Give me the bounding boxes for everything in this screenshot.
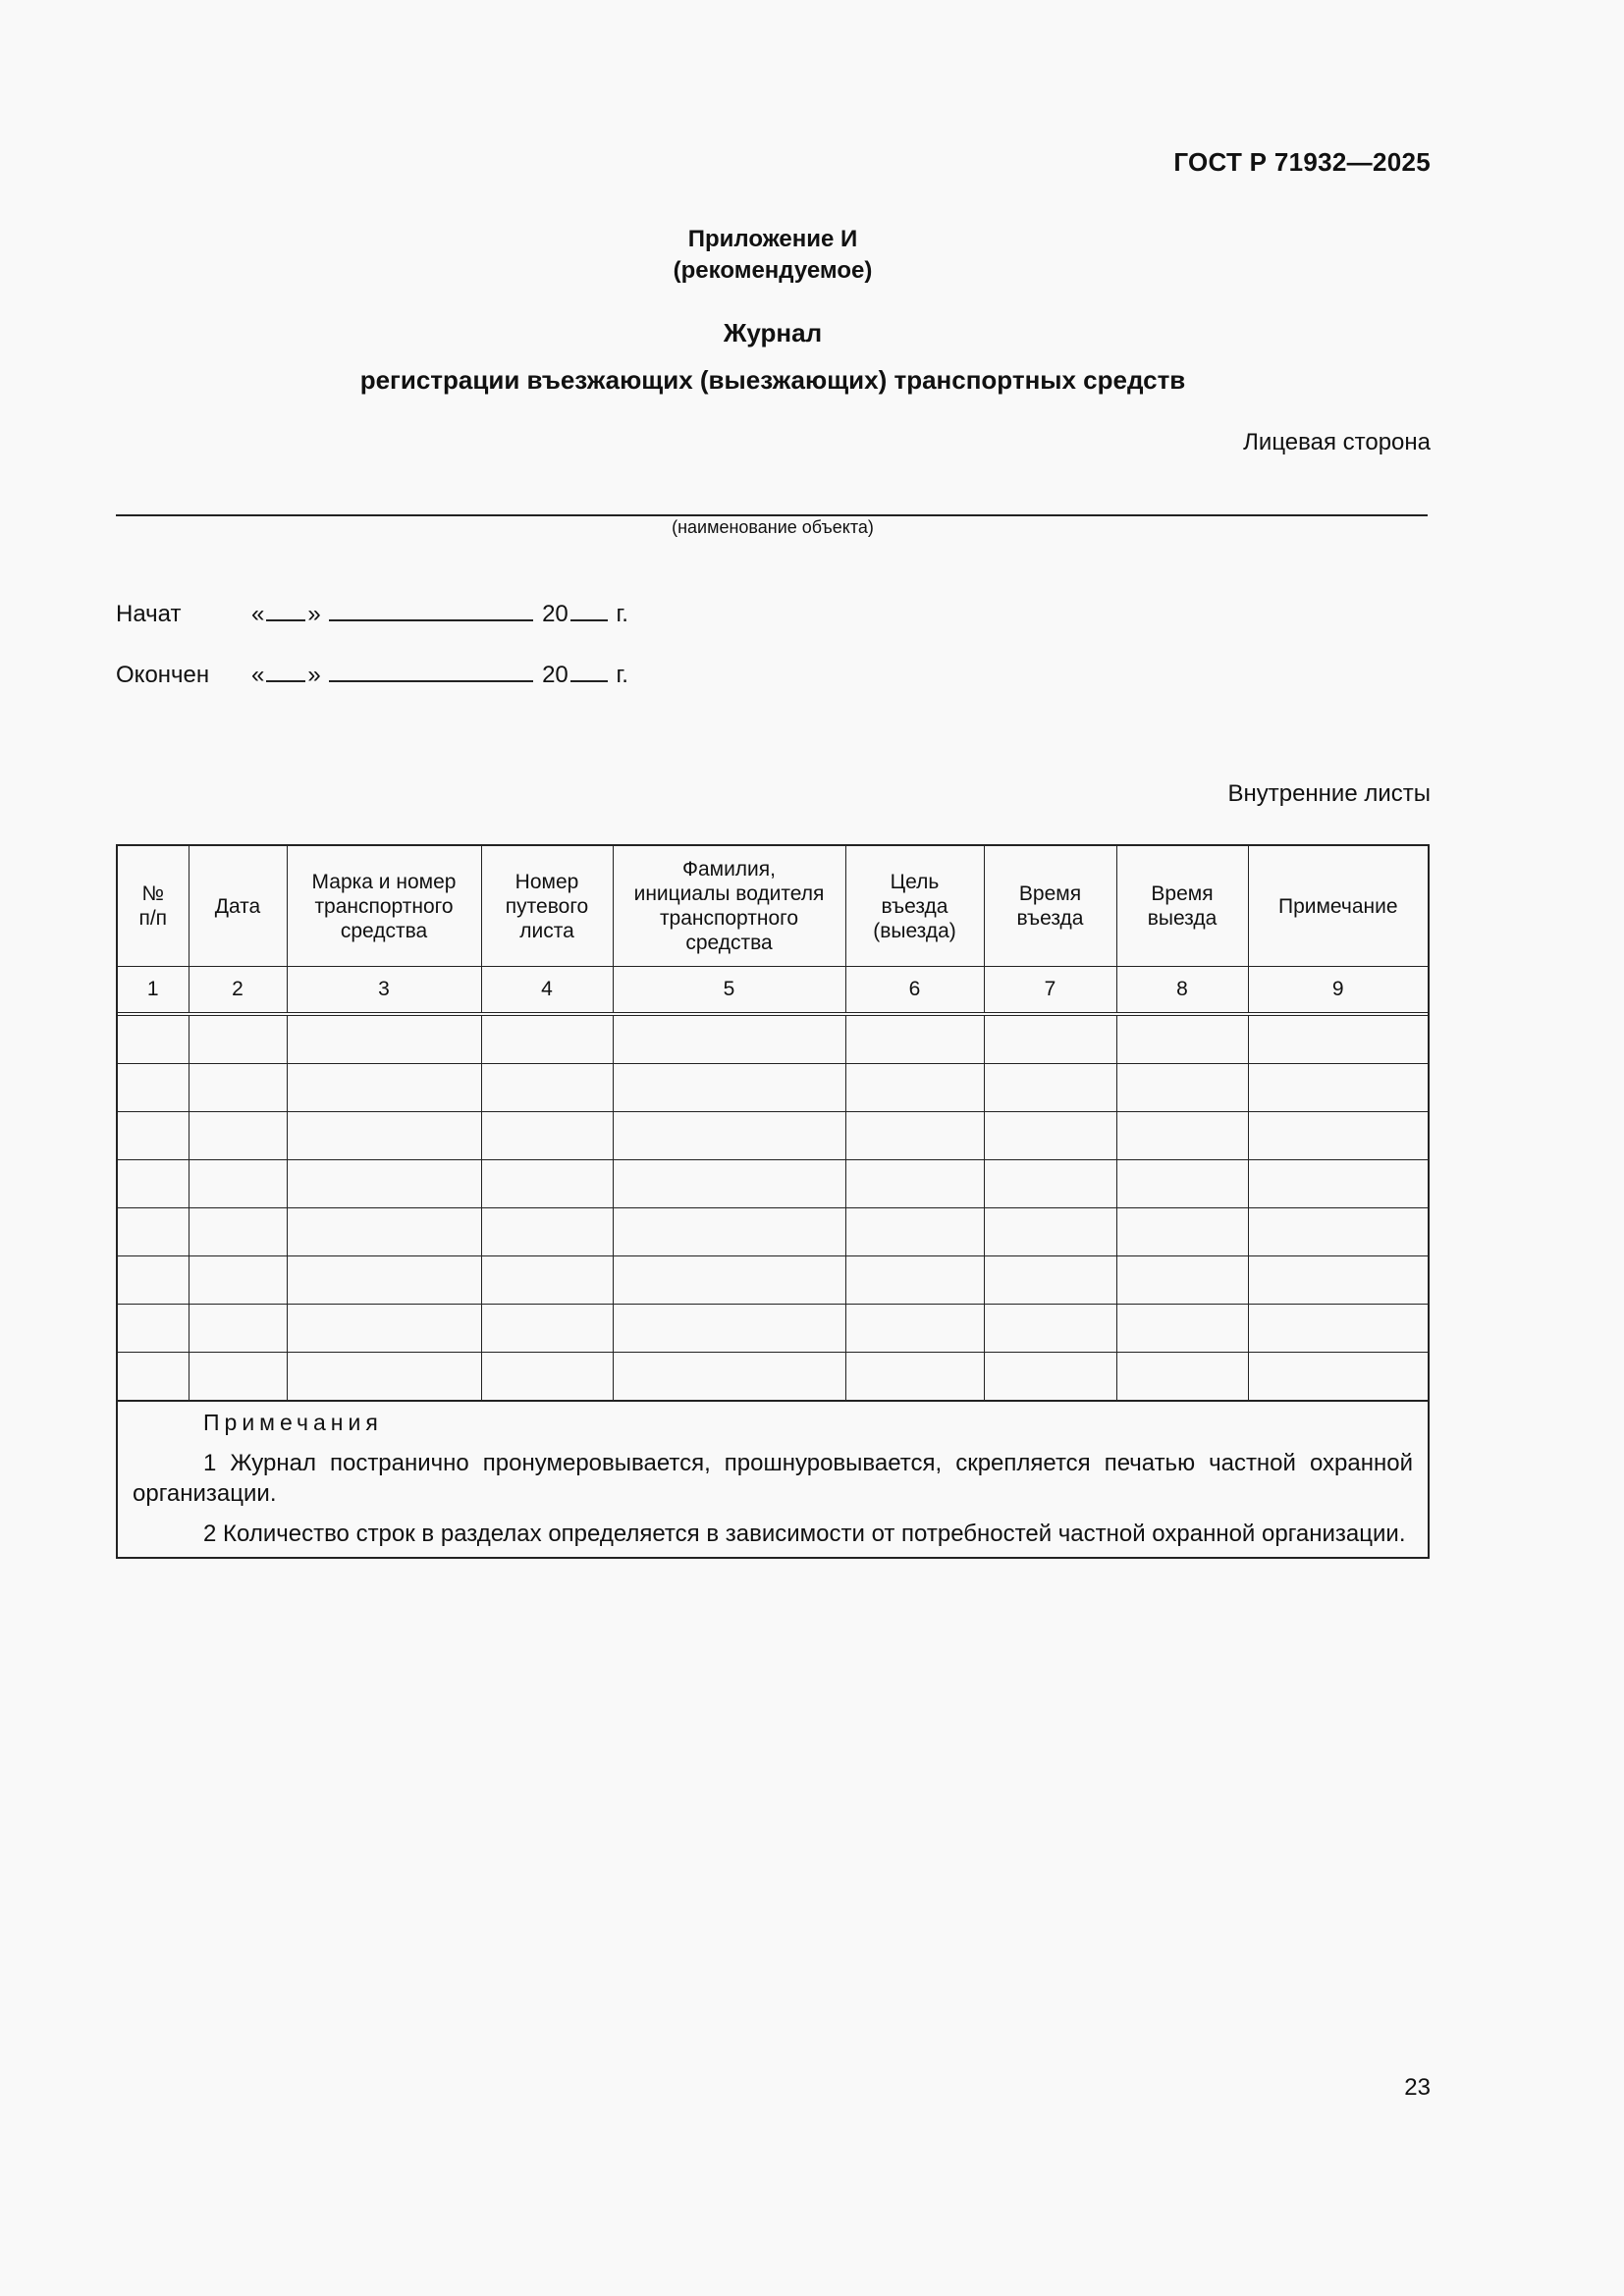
table-cell [1248, 1112, 1428, 1160]
table-cell [845, 1208, 984, 1256]
table-cell [118, 1305, 189, 1353]
table-cell [1248, 1208, 1428, 1256]
year-blank [570, 661, 608, 682]
table-cell [845, 1014, 984, 1064]
table-cell [1116, 1014, 1248, 1064]
header-row [118, 846, 1428, 967]
started-date-row [116, 600, 628, 628]
year-blank [570, 600, 608, 621]
table-cell [1248, 1305, 1428, 1353]
close-quote: » [307, 601, 321, 627]
open-quote: « [251, 662, 265, 688]
table-row [118, 1160, 1428, 1208]
column-number-cell: 8 [1116, 967, 1248, 1015]
column-number-cell: 6 [845, 967, 984, 1015]
note-item: 1 Журнал постранично пронумеровывается, прошнуровывается, скрепляется печатью частной охранной организации. [133, 1450, 1413, 1507]
table-cell [481, 1160, 613, 1208]
annex-label: Приложение И [687, 226, 858, 252]
table-cell [189, 1256, 287, 1305]
table-cell [845, 1112, 984, 1160]
notes-section [118, 1401, 1428, 1557]
table-cell [287, 1256, 481, 1305]
column-number-cell: 7 [984, 967, 1116, 1015]
notes-heading: Примечания [203, 1410, 383, 1435]
table-cell [189, 1353, 287, 1401]
ended-label: Окончен [116, 662, 210, 688]
table-cell [613, 1256, 845, 1305]
table-cell [118, 1014, 189, 1064]
table-cell [481, 1305, 613, 1353]
table-cell [481, 1353, 613, 1401]
column-number-cell: 4 [481, 967, 613, 1015]
header-cell-entry-time: Время въезда [984, 846, 1116, 967]
table-cell [613, 1014, 845, 1064]
table-cell [287, 1305, 481, 1353]
table-cell [984, 1014, 1116, 1064]
table-row [118, 1112, 1428, 1160]
inner-sheets-label: Внутренние листы [1227, 780, 1431, 807]
table-cell [481, 1256, 613, 1305]
table-cell [613, 1064, 845, 1112]
table-cell [481, 1014, 613, 1064]
table-cell [189, 1064, 287, 1112]
column-number-cell: 3 [287, 967, 481, 1015]
table-cell [613, 1208, 845, 1256]
table-cell [118, 1160, 189, 1208]
annex-title [0, 224, 1545, 287]
month-blank [329, 600, 533, 621]
column-number-cell: 5 [613, 967, 845, 1015]
table-cell [984, 1064, 1116, 1112]
table-cell [1248, 1256, 1428, 1305]
header-cell-exit-time: Время выезда [1116, 846, 1248, 967]
column-number-cell: 9 [1248, 967, 1428, 1015]
day-blank [266, 600, 305, 621]
table-cell [1116, 1208, 1248, 1256]
header-cell-purpose: Цель въезда (выезда) [845, 846, 984, 967]
table-cell [118, 1064, 189, 1112]
annex-status: (рекомендуемое) [673, 257, 873, 284]
table-cell [1116, 1064, 1248, 1112]
table-cell [613, 1305, 845, 1353]
front-side-label: Лицевая сторона [1243, 429, 1431, 455]
table-cell [845, 1256, 984, 1305]
table-cell [118, 1112, 189, 1160]
century-text: 20 [542, 662, 568, 688]
journal-title: Журнал [723, 318, 823, 347]
table-row [118, 1256, 1428, 1305]
table-cell [1248, 1064, 1428, 1112]
header-cell-date: Дата [189, 846, 287, 967]
table-cell [613, 1353, 845, 1401]
table-cell [481, 1064, 613, 1112]
object-name-line [116, 514, 1428, 516]
table-cell [984, 1353, 1116, 1401]
column-number-cell: 2 [189, 967, 287, 1015]
table-cell [1116, 1160, 1248, 1208]
table-row [118, 1305, 1428, 1353]
table-cell [118, 1208, 189, 1256]
table-cell [613, 1160, 845, 1208]
header-cell-number: № п/п [118, 846, 189, 967]
table-cell [118, 1256, 189, 1305]
object-name-caption: (наименование объекта) [672, 517, 874, 537]
table-cell [287, 1064, 481, 1112]
table-cell [287, 1112, 481, 1160]
table-row [118, 1208, 1428, 1256]
note-item: 2 Количество строк в разделах определяется в зависимости от потребностей частной охранной организации. [203, 1521, 1406, 1547]
month-blank [329, 661, 533, 682]
table-cell [984, 1305, 1116, 1353]
table-cell [984, 1160, 1116, 1208]
page-number: 23 [1404, 2074, 1431, 2101]
table-cell [118, 1353, 189, 1401]
column-number-cell: 1 [118, 967, 189, 1015]
year-suffix: г. [616, 662, 628, 688]
table-cell [189, 1014, 287, 1064]
table-row [118, 1014, 1428, 1064]
ended-date-row [116, 661, 628, 689]
year-suffix: г. [616, 601, 628, 627]
table-row [118, 1353, 1428, 1401]
table-cell [984, 1112, 1116, 1160]
table-cell [481, 1112, 613, 1160]
table-cell [189, 1160, 287, 1208]
table-cell [845, 1305, 984, 1353]
table-cell [845, 1064, 984, 1112]
started-label: Начат [116, 601, 182, 627]
table-cell [287, 1353, 481, 1401]
table-cell [1116, 1112, 1248, 1160]
table-cell [1248, 1353, 1428, 1401]
table-cell [984, 1208, 1116, 1256]
table-cell [1248, 1160, 1428, 1208]
table-cell [613, 1112, 845, 1160]
table-cell [1116, 1353, 1248, 1401]
century-text: 20 [542, 601, 568, 627]
journal-subtitle: регистрации въезжающих (выезжающих) транспортных средств [359, 365, 1186, 395]
table-row [118, 1064, 1428, 1112]
table-cell [1248, 1014, 1428, 1064]
table-cell [1116, 1305, 1248, 1353]
table-cell [287, 1208, 481, 1256]
open-quote: « [251, 601, 265, 627]
table-cell [287, 1014, 481, 1064]
table-cell [189, 1112, 287, 1160]
table-cell [189, 1208, 287, 1256]
table-cell [845, 1160, 984, 1208]
table-cell [984, 1256, 1116, 1305]
header-cell-vehicle: Марка и номер транспортного средства [287, 846, 481, 967]
table-cell [481, 1208, 613, 1256]
header-cell-driver: Фамилия, инициалы водителя транспортного средства [613, 846, 845, 967]
day-blank [266, 661, 305, 682]
column-number-row [118, 967, 1428, 1015]
table-cell [1116, 1256, 1248, 1305]
header-cell-note: Примечание [1248, 846, 1428, 967]
standard-code: ГОСТ Р 71932—2025 [1173, 147, 1431, 177]
table-cell [287, 1160, 481, 1208]
header-cell-waybill: Номер путевого листа [481, 846, 613, 967]
close-quote: » [307, 662, 321, 688]
table-cell [189, 1305, 287, 1353]
table-cell [845, 1353, 984, 1401]
registration-table [116, 844, 1430, 1559]
